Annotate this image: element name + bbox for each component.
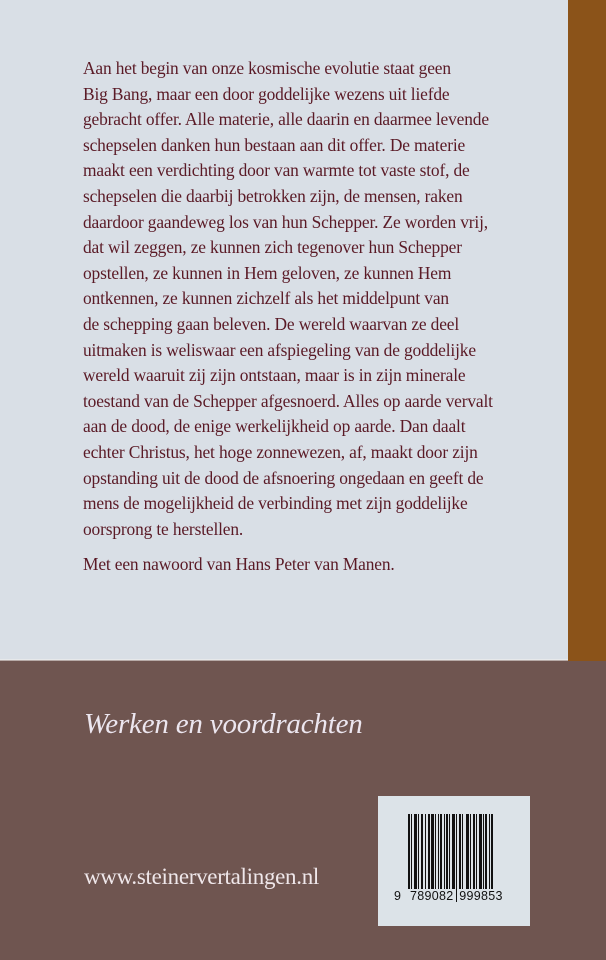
blurb-line: aan de dood, de enige werkelijkheid op aarde. Dan daalt	[83, 416, 466, 437]
isbn-group-1: 789082	[410, 889, 454, 903]
blurb-line: wereld waaruit zij zijn ontstaan, maar is in zijn minerale	[83, 365, 466, 386]
blurb-line: Big Bang, maar een door goddelijke wezens uit liefde	[83, 83, 450, 104]
blurb-line: ontkennen, ze kunnen zichzelf als het middelpunt van	[83, 288, 449, 309]
blurb-line: dat wil zeggen, ze kunnen zich tegenover hun Schepper	[83, 237, 462, 258]
isbn-number	[394, 889, 516, 903]
publisher-website: www.steinervertalingen.nl	[84, 864, 319, 889]
blurb-line: de schepping gaan beleven. De wereld waarvan ze deel	[83, 313, 460, 334]
afterword-note: Met een nawoord van Hans Peter van Manen.	[83, 554, 395, 575]
blurb-line: Aan het begin van onze kosmische evolutie staat geen	[83, 58, 451, 78]
blurb-line: daardoor gaandeweg los van hun Schepper. Ze worden vrij,	[83, 211, 488, 232]
blurb-line: maakt een verdichting door van warmte tot vaste stof, de	[83, 160, 470, 181]
blurb-line: mens de mogelijkheid de verbinding met zijn goddelijke	[83, 493, 468, 514]
spine-color-strip	[568, 0, 606, 661]
blurb-line: opstanding uit de dood de afsnoering ongedaan en geeft de	[83, 467, 484, 488]
series-title: Werken en voordrachten	[84, 708, 363, 740]
isbn-lead-digit: 9	[394, 889, 409, 903]
blurb-line: oorsprong te herstellen.	[83, 518, 244, 539]
blurb-line: gebracht offer. Alle materie, alle daarin en daarmee levende	[83, 109, 489, 130]
blurb-line: uitmaken is weliswaar een afspiegeling van de goddelijke	[83, 339, 476, 360]
blurb-line: schepselen die daarbij betrokken zijn, de mensen, raken	[83, 185, 463, 206]
blurb-line: opstellen, ze kunnen in Hem geloven, ze kunnen Hem	[83, 262, 452, 283]
isbn-group-2: 999853	[459, 889, 503, 903]
blurb-paragraph	[83, 56, 528, 542]
blurb-line: toestand van de Schepper afgesnoerd. Alles op aarde vervalt	[83, 390, 493, 411]
blurb-line: echter Christus, het hoge zonnewezen, af, maakt door zijn	[83, 441, 478, 462]
book-blurb	[83, 56, 528, 578]
isbn-barcode	[378, 796, 530, 926]
blurb-line: schepselen danken hun bestaan aan dit offer. De materie	[83, 134, 466, 155]
